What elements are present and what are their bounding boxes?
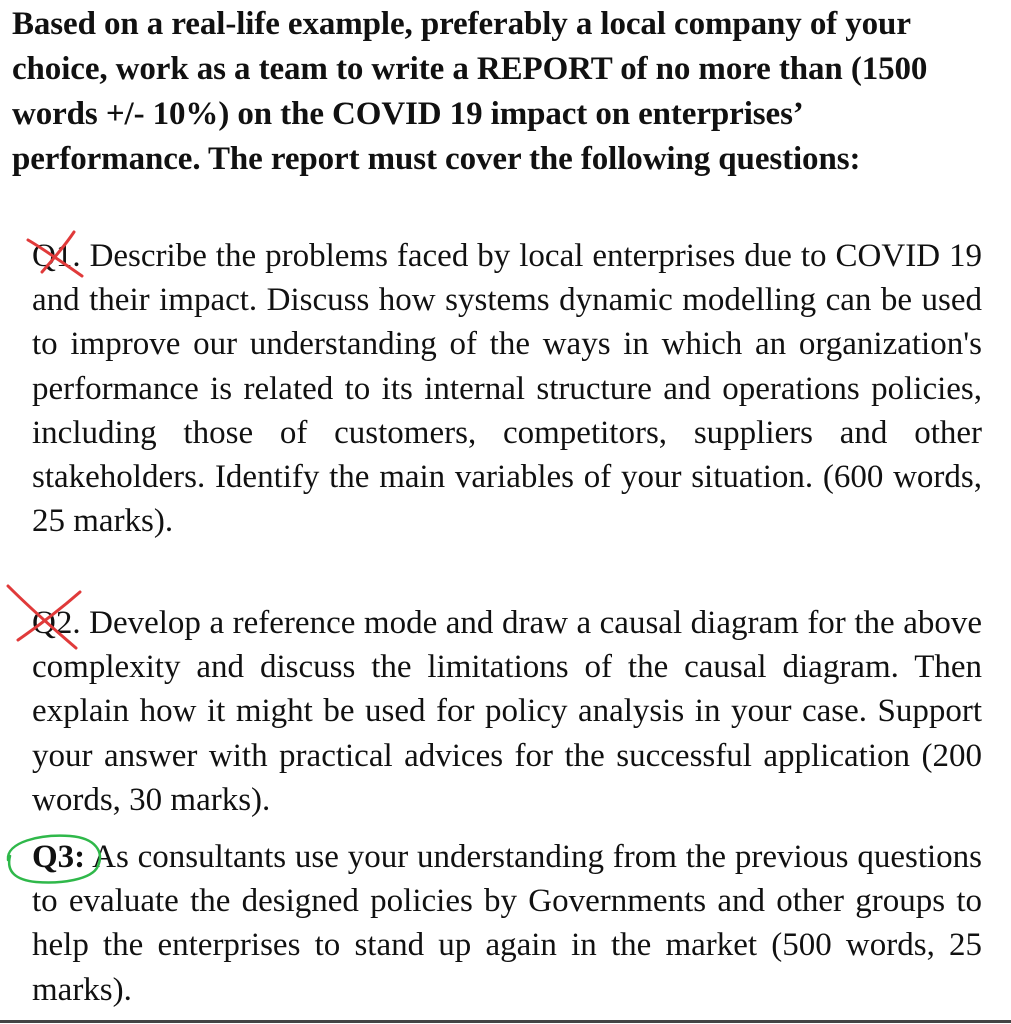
question-3-text: As consultants use your understanding from the previous questions to evaluate the designed policies by Governments and other groups to help the enterprises to stand up again in the market (500 words, 25 marks). [32, 839, 982, 1008]
bottom-divider [0, 1020, 1011, 1023]
question-1-text: Describe the problems faced by local enterprises due to COVID 19 and their impact. Discuss how systems dynamic modelling can be used to improve our understanding of the ways in which an organization's performance is related to its internal structure and operations policies, including those of customers, competitors, suppliers and other stakeholders. Identify the main variables of your situation. (600 words, 25 marks). [32, 238, 982, 540]
assignment-intro: Based on a real-life example, preferably a local company of your choice, work as a team to write a REPORT of no more than (1500 words +/- 10%) on the COVID 19 impact on enterprises’ performance. The report must cover the following questions: [12, 6, 928, 177]
question-2-label: Q2. [32, 605, 81, 641]
question-1-label: Q1. [32, 238, 81, 274]
question-2-text: Develop a reference mode and draw a causal diagram for the above complexity and discuss the limitations of the causal diagram. Then explain how it might be used for policy analysis in your case. Support your answer with practical advices for the successful application (200 words, 30 marks). [32, 605, 982, 818]
question-3-label: Q3: [32, 839, 86, 875]
question-1 [32, 234, 982, 543]
question-2 [32, 601, 982, 822]
question-3 [32, 835, 982, 1012]
